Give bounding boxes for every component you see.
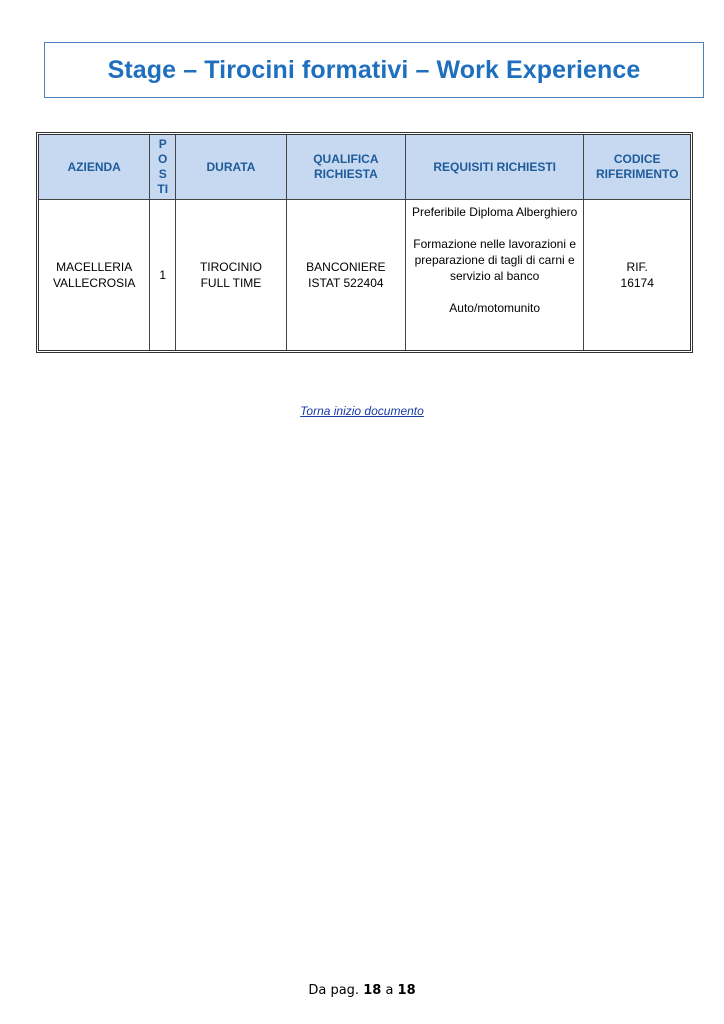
cell-posti: 1: [150, 200, 176, 350]
header-posti-letter: P: [158, 137, 167, 151]
header-durata: DURATA: [176, 135, 287, 200]
header-codice: [584, 135, 690, 200]
footer-prefix: Da pag.: [308, 983, 360, 998]
cell-qualifica-line: BANCONIERE: [306, 260, 386, 274]
table-header-row: [39, 135, 690, 200]
header-codice-line: RIFERIMENTO: [595, 167, 679, 181]
header-qualifica-line: RICHIESTA: [313, 167, 378, 181]
header-qualifica: [287, 135, 406, 200]
cell-codice: [584, 200, 690, 350]
cell-durata-line: FULL TIME: [200, 276, 262, 290]
header-posti: [150, 135, 176, 200]
footer-total-pages: 18: [397, 983, 416, 998]
header-posti-letter: S: [158, 167, 167, 181]
cell-durata: [176, 200, 287, 350]
table-row: [39, 200, 690, 350]
header-posti-letter: TI: [157, 182, 169, 196]
footer-middle: a: [385, 983, 394, 998]
header-requisiti: REQUISITI RICHIESTI: [406, 135, 585, 200]
header-codice-line: CODICE: [613, 152, 661, 166]
cell-azienda-line: VALLECROSIA: [52, 276, 136, 290]
back-to-top-link[interactable]: Torna inizio documento: [300, 404, 424, 418]
cell-codice-line: 16174: [620, 276, 654, 290]
requisiti-diploma: Preferibile Diploma Alberghiero: [411, 205, 578, 219]
cell-azienda: [39, 200, 150, 350]
jobs-table: [36, 132, 693, 353]
cell-codice-line: RIF.: [626, 260, 648, 274]
cell-durata-line: TIROCINIO: [199, 260, 262, 274]
title-box: [44, 42, 704, 98]
requisiti-formazione: Formazione nelle lavorazioni e preparazione di tagli di carni e servizio al banco: [413, 237, 577, 283]
header-azienda: AZIENDA: [39, 135, 150, 200]
cell-qualifica-line: ISTAT 522404: [308, 276, 384, 290]
footer-page-number: 18: [363, 983, 382, 998]
cell-qualifica: [287, 200, 406, 350]
page-footer: [0, 983, 724, 998]
header-posti-letter: O: [158, 152, 168, 166]
requisiti-auto: Auto/motomunito: [449, 301, 541, 315]
page-title: Stage – Tirocini formativi – Work Experience: [107, 55, 641, 84]
header-qualifica-line: QUALIFICA: [313, 152, 379, 166]
cell-requisiti: [406, 200, 585, 350]
cell-azienda-line: MACELLERIA: [56, 260, 133, 274]
